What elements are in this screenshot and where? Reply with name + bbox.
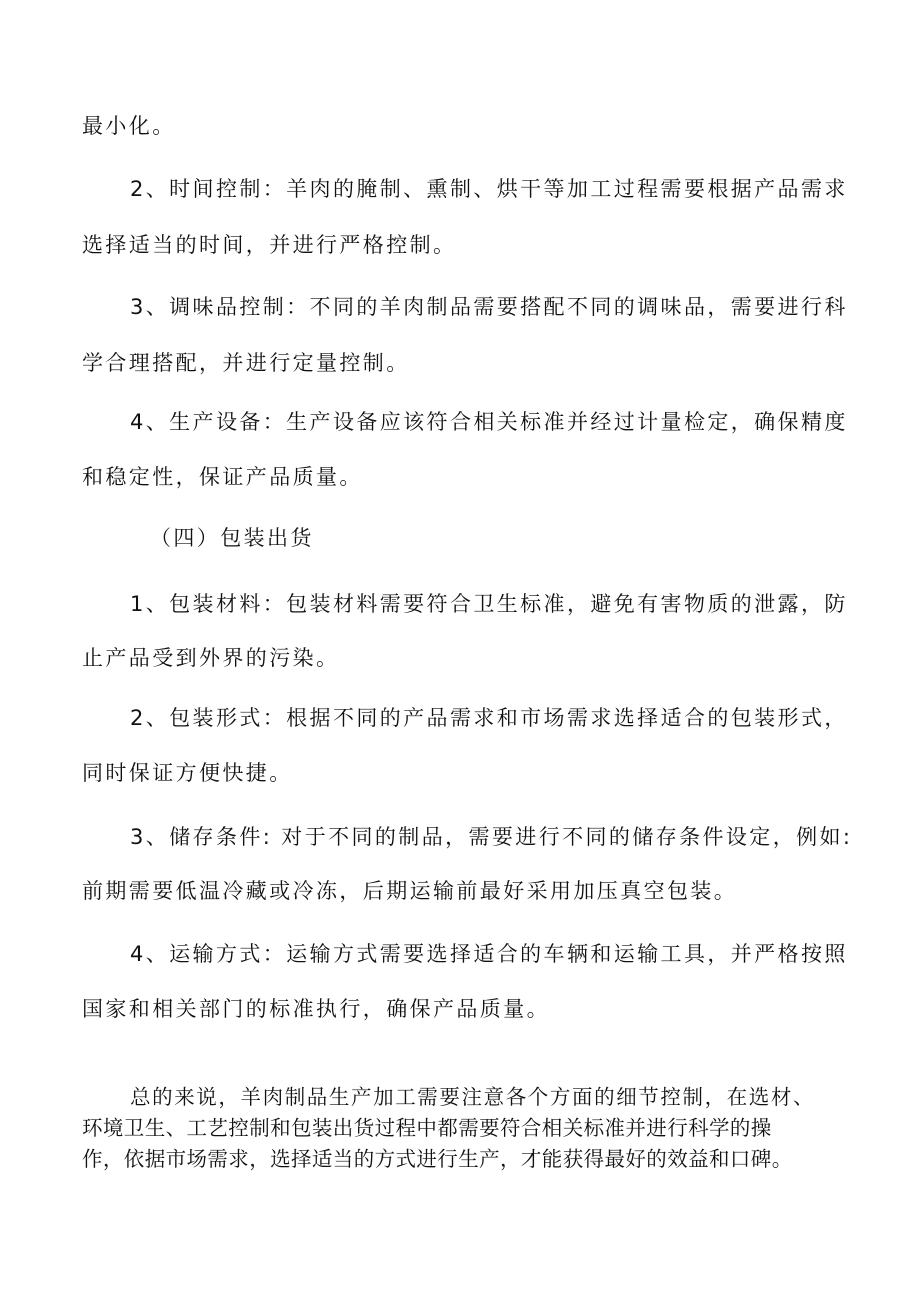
section-heading: （四）包装出货 — [150, 526, 314, 550]
paragraph-line: 同时保证方便快捷。 — [82, 761, 293, 785]
paragraph-line: 1、包装材料：包装材料需要符合卫生标准，避免有害物质的泄露，防 — [130, 592, 848, 616]
summary-line: 作，依据市场需求，选择适当的方式进行生产，才能获得最好的效益和口碑。 — [82, 1147, 793, 1171]
paragraph-line: 2、时间控制：羊肉的腌制、熏制、烘干等加工过程需要根据产品需求 — [130, 177, 848, 201]
summary-line: 环境卫生、工艺控制和包装出货过程中都需要符合相关标准并进行科学的操 — [82, 1116, 772, 1140]
paragraph-line: 4、生产设备：生产设备应该符合相关标准并经过计量检定，确保精度 — [130, 410, 848, 434]
paragraph-line: 2、包装形式：根据不同的产品需求和市场需求选择适合的包装形式， — [130, 706, 848, 730]
paragraph-line: 最小化。 — [82, 114, 176, 138]
paragraph-line: 3、储存条件: 对于不同的制品，需要进行不同的储存条件设定，例如: — [130, 825, 853, 849]
paragraph-line: 4、运输方式：运输方式需要选择适合的车辆和运输工具，并严格按照 — [130, 942, 848, 966]
paragraph-line: 前期需要低温冷藏或冷冻，后期运输前最好采用加压真空包装。 — [82, 879, 738, 903]
paragraph-line: 止产品受到外界的污染。 — [82, 646, 340, 670]
paragraph-line: 学合理搭配，并进行定量控制。 — [82, 351, 410, 375]
paragraph-line: 选择适当的时间，并进行严格控制。 — [82, 233, 457, 257]
paragraph-line: 3、调味品控制：不同的羊肉制品需要搭配不同的调味品，需要进行科 — [130, 295, 848, 319]
paragraph-line: 和稳定性，保证产品质量。 — [82, 465, 363, 489]
paragraph-line: 国家和相关部门的标准执行，确保产品质量。 — [82, 997, 550, 1021]
summary-line: 总的来说，羊肉制品生产加工需要注意各个方面的细节控制，在选材、 — [130, 1085, 816, 1109]
